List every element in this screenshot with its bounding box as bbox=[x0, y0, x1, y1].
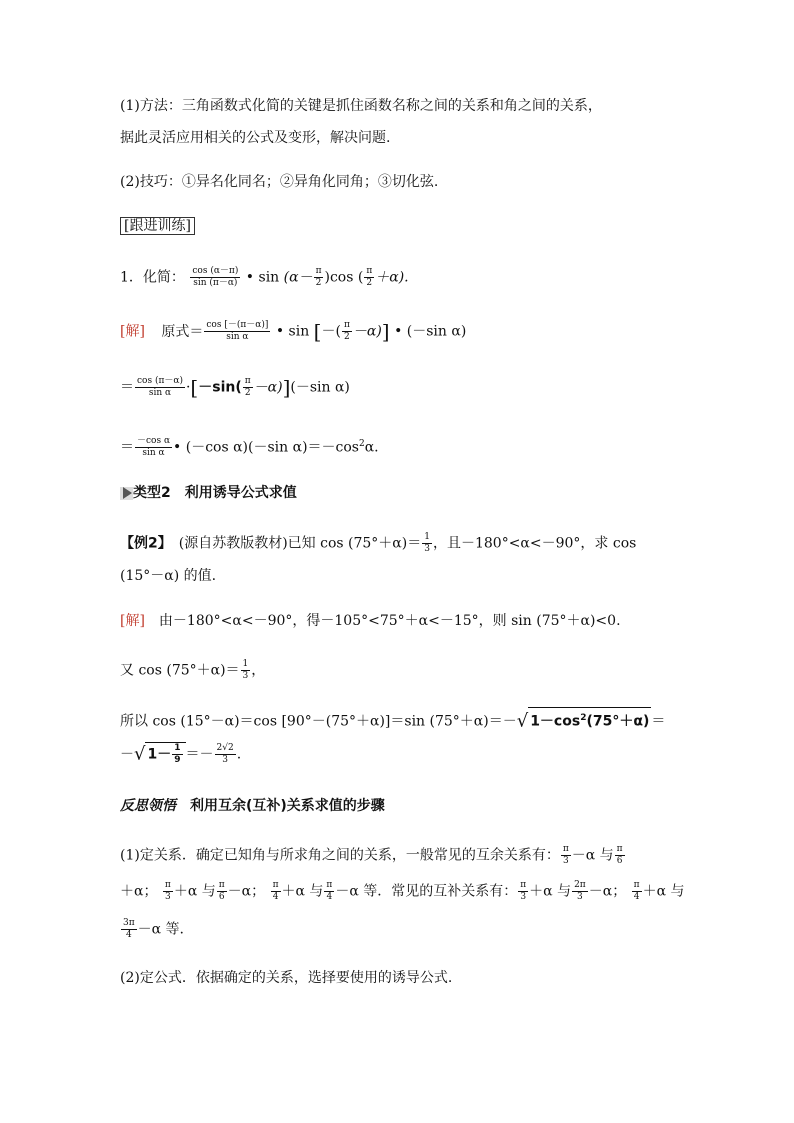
s2-h: ＋α 与 bbox=[642, 883, 685, 900]
frac-den: 3 bbox=[242, 671, 249, 681]
s2-a: ＋α； bbox=[120, 883, 158, 900]
frac-den: 4 bbox=[633, 892, 640, 902]
f bbox=[121, 918, 137, 941]
frac-den: 2 bbox=[366, 278, 373, 288]
one-third bbox=[422, 532, 432, 555]
frac-num: π bbox=[272, 880, 279, 890]
exercise-1-lead: 1．化简： bbox=[120, 269, 185, 286]
eq-lead-3: ＝ bbox=[120, 439, 134, 456]
reflection-heading bbox=[120, 796, 385, 816]
paren2-open: ( bbox=[357, 269, 364, 286]
frac-num: cos (π－α) bbox=[137, 376, 183, 386]
inner-a: －sin( bbox=[198, 379, 242, 396]
solution-label: [解] bbox=[120, 323, 145, 340]
bracket-close-2: ] bbox=[282, 375, 291, 400]
s2-b: ＋α 与 bbox=[173, 883, 216, 900]
frac-num: 1 bbox=[424, 532, 430, 542]
frac-den: 3 bbox=[222, 755, 228, 765]
frac-den: 9 bbox=[174, 755, 181, 765]
sqrt-sign: √ bbox=[516, 710, 529, 732]
sqrt-a: 1－cos bbox=[530, 713, 581, 730]
sqrt-b: (75°＋α) bbox=[586, 713, 650, 730]
solution-1-tail: • (－sin α) bbox=[394, 323, 467, 340]
frac-num: cos (α－π) bbox=[192, 266, 239, 276]
example-2-line-1 bbox=[120, 532, 636, 555]
frac-num: π bbox=[164, 880, 171, 890]
bracket-open-2: [ bbox=[190, 375, 199, 400]
f bbox=[518, 880, 528, 903]
solution-1-fraction bbox=[204, 320, 270, 343]
s2-c: －α； bbox=[227, 883, 266, 900]
frac-den: sin (π－α) bbox=[193, 278, 238, 288]
pi-over-2 bbox=[314, 266, 324, 289]
frac-num: 3π bbox=[123, 918, 135, 928]
frac-num: cos [－(π－α)] bbox=[206, 320, 269, 330]
solution-1-mid: • sin bbox=[275, 323, 314, 340]
step-1-line-1 bbox=[120, 844, 626, 867]
one-ninth bbox=[172, 743, 182, 766]
frac-den: 6 bbox=[218, 892, 225, 902]
f bbox=[572, 880, 588, 903]
solution-2-line-1 bbox=[120, 611, 621, 631]
f bbox=[615, 844, 625, 867]
paren-mid: )cos bbox=[324, 269, 358, 286]
f bbox=[217, 880, 227, 903]
frac-den: 4 bbox=[125, 930, 132, 940]
frac-num: 2π bbox=[574, 880, 586, 890]
one-third-b bbox=[241, 659, 251, 682]
reflection-label: 反思领悟 bbox=[120, 798, 176, 814]
bracket-open: [ bbox=[313, 319, 322, 344]
bracket-inner-a: －( bbox=[321, 323, 341, 340]
example-2-line-2: (15°－α) 的值. bbox=[120, 568, 217, 584]
s2-e: －α 等．常见的互补关系有： bbox=[335, 883, 518, 900]
bracket-close: ] bbox=[381, 319, 390, 344]
frac-den: 3 bbox=[577, 892, 583, 902]
frac-den: 3 bbox=[562, 856, 569, 866]
f bbox=[632, 880, 642, 903]
frac-num: π bbox=[562, 844, 569, 854]
exercise-1-mid: • sin bbox=[245, 269, 284, 286]
sol2-l3-end: ＝ bbox=[651, 713, 666, 730]
solution-2-line-3 bbox=[120, 707, 665, 732]
solution-1-line-3 bbox=[120, 434, 379, 459]
sqrt2-a: 1－ bbox=[147, 746, 172, 763]
example-2-text-a: (源自苏教版教材)已知 cos (75°＋α)＝ bbox=[164, 535, 422, 552]
frac-num: π bbox=[633, 880, 640, 890]
solution-3-fraction bbox=[135, 436, 172, 459]
s2-d: ＋α 与 bbox=[281, 883, 324, 900]
sol2-l4-mid: ＝－ bbox=[185, 746, 214, 763]
frac-den: 6 bbox=[616, 856, 623, 866]
frac-den: 4 bbox=[272, 892, 279, 902]
frac-den: 3 bbox=[165, 892, 171, 902]
solution-2-label: [解] bbox=[120, 613, 145, 629]
solution-2-fraction bbox=[135, 376, 185, 399]
exercise-1 bbox=[120, 266, 409, 289]
frac-num: π bbox=[616, 844, 623, 854]
technique-line: (2)技巧：①异名化同名；②异角化同角；③切化弦. bbox=[120, 174, 439, 190]
frac-num: 2√2 bbox=[216, 743, 234, 753]
frac-den: 3 bbox=[520, 892, 527, 902]
f bbox=[324, 880, 334, 903]
solution-2-line-2 bbox=[120, 659, 265, 682]
exercise-1-fraction bbox=[190, 266, 240, 289]
end-3: α. bbox=[364, 439, 379, 456]
sol2-l2-lead: 又 cos (75°＋α)＝ bbox=[120, 662, 240, 679]
tail-2: (－sin α) bbox=[290, 379, 350, 396]
two-root-two-third bbox=[215, 743, 236, 766]
frac-num: π bbox=[315, 266, 322, 276]
play-triangle-icon bbox=[120, 487, 133, 500]
frac-den: 2 bbox=[244, 388, 251, 398]
reflection-text: 利用互余(互补)关系求值的步骤 bbox=[176, 798, 385, 814]
frac-num: 1 bbox=[174, 743, 181, 753]
sol2-l4-end: . bbox=[236, 746, 242, 763]
frac-num: π bbox=[520, 880, 527, 890]
f bbox=[561, 844, 571, 867]
follow-training-box: [跟进训练] bbox=[120, 217, 195, 235]
frac-den: sin α bbox=[226, 332, 249, 342]
frac-num: 1 bbox=[242, 659, 249, 669]
method-line-2: 据此灵活应用相关的公式及变形，解决问题. bbox=[120, 130, 391, 146]
method-line-1: (1)方法：三角函数式化简的关键是抓住函数名称之间的关系和角之间的关系， bbox=[120, 98, 602, 114]
dot: · bbox=[185, 379, 191, 396]
sol2-l2-end: ， bbox=[251, 662, 266, 679]
sqrt-sign-2: √ bbox=[134, 743, 146, 765]
s2-f: ＋α 与 bbox=[529, 883, 572, 900]
paren2-close: ＋α). bbox=[375, 269, 409, 286]
step-1-line-3 bbox=[120, 918, 184, 941]
step-1-line-2 bbox=[120, 880, 684, 903]
solution-1-line-2 bbox=[120, 376, 350, 399]
f bbox=[163, 880, 173, 903]
pi-over-2-d bbox=[243, 376, 253, 399]
frac-num: π bbox=[244, 376, 251, 386]
inner-b: －α) bbox=[253, 379, 283, 396]
type-2-heading bbox=[120, 483, 297, 503]
sol2-l4-lead: － bbox=[120, 746, 134, 763]
paren-left: (α－ bbox=[283, 269, 313, 286]
frac-den: 2 bbox=[315, 278, 322, 288]
sqrt-sup: 2 bbox=[580, 713, 587, 723]
pi-over-2-b bbox=[364, 266, 374, 289]
sup-2: 2 bbox=[358, 439, 365, 449]
solution-2-text: 由－180°<α<－90°，得－105°<75°＋α<－15°，则 sin (75°＋α)<0. bbox=[144, 613, 621, 629]
frac-den: 4 bbox=[326, 892, 333, 902]
eq-lead: ＝ bbox=[120, 379, 134, 396]
frac-num: π bbox=[366, 266, 373, 276]
s1-a: (1)定关系．确定已知角与所求角之间的关系，一般常见的互余关系有： bbox=[120, 847, 560, 864]
frac-num: π bbox=[326, 880, 333, 890]
type-2-title: 类型2 利用诱导公式求值 bbox=[133, 485, 297, 501]
frac-num: π bbox=[218, 880, 225, 890]
step-2-line: (2)定公式．依据确定的关系，选择要使用的诱导公式. bbox=[120, 970, 453, 986]
example-2-text-b: ，且－180°<α<－90°，求 cos bbox=[432, 535, 637, 552]
frac-num: －cos α bbox=[137, 436, 171, 447]
sqrt-body bbox=[528, 707, 651, 732]
frac-num: π bbox=[343, 320, 350, 330]
s2-g: －α； bbox=[588, 883, 627, 900]
s3-a: －α 等. bbox=[137, 921, 185, 938]
pi-over-2-c bbox=[342, 320, 352, 343]
frac-den: sin α bbox=[148, 388, 172, 398]
sol2-l3-lead: 所以 cos (15°－α)＝cos [90°－(75°＋α)]＝sin (75°＋α)＝－ bbox=[120, 713, 517, 730]
solution-2-line-4 bbox=[120, 742, 241, 766]
sqrt-body-2 bbox=[145, 742, 185, 766]
frac-den: sin α bbox=[142, 448, 165, 459]
s1-b: －α 与 bbox=[571, 847, 614, 864]
example-2-label: 【例2】 bbox=[120, 535, 165, 552]
frac-den: 3 bbox=[424, 544, 430, 554]
follow-training-label bbox=[120, 216, 195, 236]
tail-3: • (－cos α)(－sin α)＝－cos bbox=[173, 439, 359, 456]
f bbox=[271, 880, 281, 903]
solution-1-line-1 bbox=[120, 320, 466, 343]
frac-den: 2 bbox=[344, 332, 350, 342]
bracket-inner-b: －α) bbox=[352, 323, 382, 340]
solution-lead: 原式＝ bbox=[161, 323, 204, 340]
